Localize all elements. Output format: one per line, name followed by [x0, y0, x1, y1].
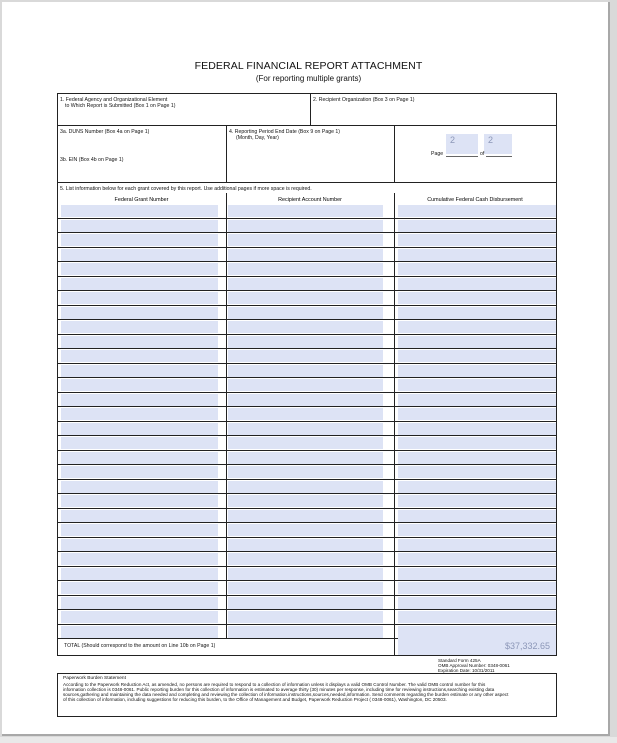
cash-disbursement-field[interactable] [398, 321, 556, 333]
account-number-field[interactable] [228, 220, 383, 232]
table-row-divider [57, 319, 557, 320]
cash-disbursement-field[interactable] [398, 466, 556, 478]
cash-disbursement-field[interactable] [398, 452, 556, 464]
cash-disbursement-field[interactable] [398, 481, 556, 493]
table-row-divider [57, 450, 557, 451]
account-number-field[interactable] [228, 611, 383, 623]
grant-number-field[interactable] [61, 423, 218, 435]
cash-disbursement-field[interactable] [398, 336, 556, 348]
table-row-divider [57, 479, 557, 480]
grant-number-field[interactable] [61, 379, 218, 391]
table-row-divider [57, 276, 557, 277]
grant-number-field[interactable] [61, 626, 218, 638]
grant-number-field[interactable] [61, 437, 218, 449]
table-row-divider [57, 522, 557, 523]
page-number-value: 2 [450, 135, 456, 145]
cash-disbursement-field[interactable] [398, 553, 556, 565]
cash-disbursement-field[interactable] [398, 568, 556, 580]
total-label: TOTAL (Should correspond to the amount on Line 10b on Page 1) [64, 643, 216, 649]
grant-number-field[interactable] [61, 394, 218, 406]
table-row-divider [57, 247, 557, 248]
cash-disbursement-field[interactable] [398, 582, 556, 594]
cash-disbursement-field[interactable] [398, 365, 556, 377]
form-title: FEDERAL FINANCIAL REPORT ATTACHMENT [194, 60, 423, 72]
table-row-divider [57, 406, 557, 407]
total-value: $37,332.65 [504, 641, 550, 651]
account-number-field[interactable] [228, 336, 383, 348]
grant-number-field[interactable] [61, 278, 218, 290]
grant-number-field[interactable] [61, 205, 218, 217]
cash-disbursement-field[interactable] [398, 495, 556, 507]
grant-number-field[interactable] [61, 220, 218, 232]
col-header-cash: Cumulative Federal Cash Disbursement [427, 197, 523, 203]
account-number-field[interactable] [228, 365, 383, 377]
cash-disbursement-field[interactable] [398, 524, 556, 536]
table-row-divider [57, 508, 557, 509]
table-row-divider [57, 232, 557, 233]
col-header-account: Recipient Account Number [278, 197, 342, 203]
cash-disbursement-field[interactable] [398, 539, 556, 551]
grant-number-field[interactable] [61, 234, 218, 246]
table-column-divider [394, 193, 395, 639]
table-row-divider [57, 261, 557, 262]
grant-number-field[interactable] [61, 452, 218, 464]
table-row-divider [57, 624, 557, 625]
account-number-field[interactable] [228, 249, 383, 261]
account-number-field[interactable] [228, 278, 383, 290]
grant-number-field[interactable] [61, 481, 218, 493]
grant-number-field[interactable] [61, 611, 218, 623]
box4-label-1: 4. Reporting Period End Date (Box 9 on Page 1) [229, 129, 341, 135]
cash-disbursement-field[interactable] [398, 437, 556, 449]
burden-line-3: sources,gathering and maintaining the data needed and completing and reviewing the collection of information.instructions,sources,needed,information. Send comments regarding the burden estimate or any other aspect [63, 692, 509, 697]
grant-number-field[interactable] [61, 350, 218, 362]
table-row-divider [57, 595, 557, 596]
col-header-grant: Federal Grant Number [114, 197, 169, 203]
sf-line-2: OMB Approval Number: 0348-0061 [438, 663, 510, 668]
table-row-divider [57, 609, 557, 610]
grant-number-field[interactable] [61, 568, 218, 580]
grant-number-field[interactable] [61, 263, 218, 275]
cash-disbursement-field[interactable] [398, 205, 556, 217]
page-label: Page [431, 151, 444, 157]
table-row-divider [57, 551, 557, 552]
grant-number-field[interactable] [61, 408, 218, 420]
grant-number-field[interactable] [61, 539, 218, 551]
grant-number-field[interactable] [61, 321, 218, 333]
cash-disbursement-field[interactable] [398, 408, 556, 420]
table-row-divider [57, 435, 557, 436]
account-number-field[interactable] [228, 466, 383, 478]
table-row-divider [57, 334, 557, 335]
box1-label-1: 1. Federal Agency and Organizational Element [60, 97, 168, 103]
account-number-field[interactable] [228, 307, 383, 319]
table-row-divider [57, 464, 557, 465]
table-row-divider [57, 348, 557, 349]
box5-label: 5. List information below for each grant covered by this report. Use additional pages if more space is required. [60, 186, 312, 192]
account-number-field[interactable] [228, 408, 383, 420]
grant-number-field[interactable] [61, 597, 218, 609]
account-number-field[interactable] [228, 539, 383, 551]
account-number-field[interactable] [228, 481, 383, 493]
account-number-field[interactable] [228, 350, 383, 362]
grant-number-field[interactable] [61, 553, 218, 565]
account-number-field[interactable] [228, 452, 383, 464]
total-column-divider [394, 639, 395, 656]
table-row-divider [57, 363, 557, 364]
account-number-field[interactable] [228, 292, 383, 304]
cash-disbursement-field[interactable] [398, 350, 556, 362]
account-number-field[interactable] [228, 524, 383, 536]
account-number-field[interactable] [228, 437, 383, 449]
table-row-divider [57, 566, 557, 567]
account-number-field[interactable] [228, 205, 383, 217]
cash-disbursement-field[interactable] [398, 249, 556, 261]
cash-disbursement-field[interactable] [398, 234, 556, 246]
account-number-field[interactable] [228, 263, 383, 275]
sf-line-1: Standard Form 425A [438, 658, 481, 663]
table-row-divider [57, 305, 557, 306]
box3a-label: 3a. DUNS Number (Box 4a on Page 1) [60, 129, 150, 135]
burden-line-2: information collection is 0348-0061. Public reporting burden for this collection of information is estimated to average thirty (30) minutes per response, including time for reviewing instructions,searching existing data [63, 687, 495, 692]
account-number-field[interactable] [228, 597, 383, 609]
cash-disbursement-field[interactable] [398, 597, 556, 609]
account-number-field[interactable] [228, 510, 383, 522]
of-label: of [480, 151, 485, 157]
account-number-field[interactable] [228, 423, 383, 435]
table-row-divider [57, 392, 557, 393]
cash-disbursement-field[interactable] [398, 292, 556, 304]
account-number-field[interactable] [228, 321, 383, 333]
account-number-field[interactable] [228, 379, 383, 391]
account-number-field[interactable] [228, 234, 383, 246]
cash-disbursement-field[interactable] [398, 220, 556, 232]
account-number-field[interactable] [228, 568, 383, 580]
burden-title: Paperwork Burden Statement [63, 676, 126, 681]
grant-number-field[interactable] [61, 249, 218, 261]
account-number-field[interactable] [228, 582, 383, 594]
table-row-divider [57, 218, 557, 219]
table-row-divider [57, 377, 557, 378]
sf-line-3: Expiration Date: 10/31/2011 [438, 668, 495, 673]
account-number-field[interactable] [228, 495, 383, 507]
table-row-divider [57, 290, 557, 291]
cash-disbursement-field[interactable] [398, 510, 556, 522]
grant-number-field[interactable] [61, 336, 218, 348]
account-number-field[interactable] [228, 626, 383, 638]
account-number-field[interactable] [228, 553, 383, 565]
box2-label: 2. Recipient Organization (Box 3 on Page 1) [313, 97, 415, 103]
table-row-divider [57, 580, 557, 581]
table-column-divider [226, 193, 227, 639]
burden-line-1: According to the Paperwork Reduction Act, as amended, no persons are required to respond to a collection of information unless it displays a valid OMB Control Number. The valid OMB control number for this [63, 682, 486, 687]
cash-disbursement-field[interactable] [398, 379, 556, 391]
cash-disbursement-field[interactable] [398, 278, 556, 290]
cash-disbursement-field[interactable] [398, 611, 556, 623]
grant-number-field[interactable] [61, 365, 218, 377]
cash-disbursement-field[interactable] [398, 263, 556, 275]
table-row-divider [57, 537, 557, 538]
grant-number-field[interactable] [61, 524, 218, 536]
burden-line-4: of this collection of information, including suggestions for reducing this burden, to the Office of Management and Budget, Paperwork Reduction Project ( 0348-0061), Washington, DC 20503. [63, 697, 447, 702]
cash-disbursement-field[interactable] [398, 423, 556, 435]
grant-number-field[interactable] [61, 292, 218, 304]
cash-disbursement-field[interactable] [398, 394, 556, 406]
page-total-value: 2 [488, 135, 494, 145]
grant-number-field[interactable] [61, 510, 218, 522]
grant-number-field[interactable] [61, 466, 218, 478]
box1-label-2: to Which Report is Submitted (Box 1 on Page 1) [65, 103, 176, 109]
table-row-divider [57, 493, 557, 494]
grant-number-field[interactable] [61, 307, 218, 319]
table-row-divider [57, 421, 557, 422]
box3b-label: 3b. EIN (Box 4b on Page 1) [60, 157, 124, 163]
viewer-bottom-strip [0, 737, 617, 743]
account-number-field[interactable] [228, 394, 383, 406]
grant-number-field[interactable] [61, 495, 218, 507]
grant-number-field[interactable] [61, 582, 218, 594]
form-subtitle: (For reporting multiple grants) [255, 74, 362, 83]
box4-label-2: (Month, Day, Year) [236, 135, 279, 141]
cash-disbursement-field[interactable] [398, 307, 556, 319]
cash-disbursement-field[interactable] [398, 626, 556, 638]
